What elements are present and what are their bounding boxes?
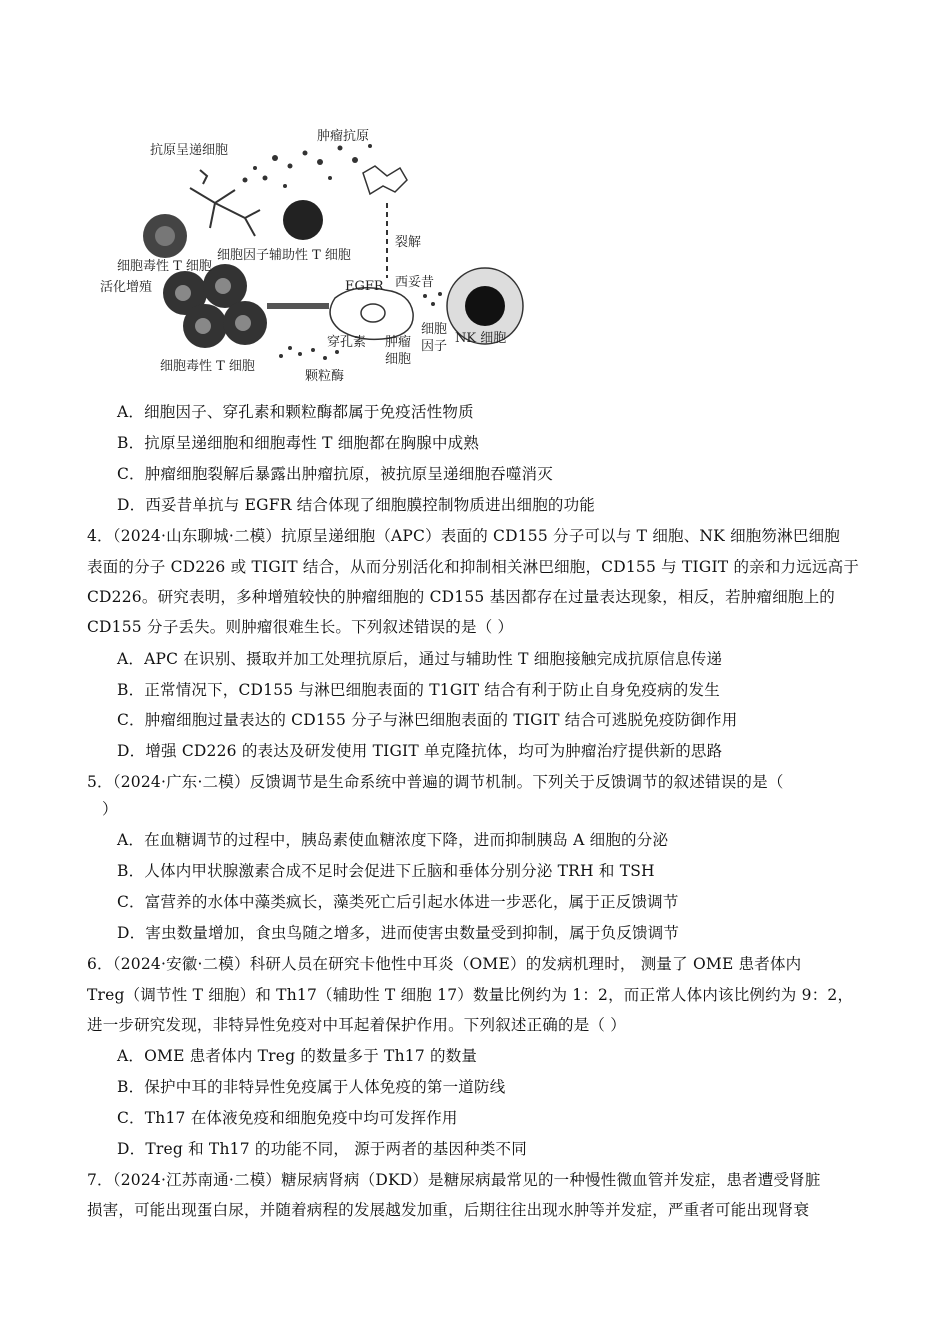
immune-diagram-svg [95, 118, 535, 390]
q4-option-d: D．增强 CD226 的表达及研发使用 TIGIT 单克隆抗体，均可为肿瘤治疗提供新的思路 [117, 742, 723, 760]
immune-diagram [95, 118, 535, 390]
ctl-nucleus [155, 226, 175, 246]
label-cytokine-2: 因子 [421, 339, 448, 354]
q4-option-a: A．APC 在识别、摄取并加工处理抗原后，通过与辅助性 T 细胞接触完成抗原信息传递 [117, 650, 723, 668]
tumor-nucleus [361, 304, 385, 322]
label-activate: 活化增殖 [100, 280, 153, 295]
label-cytokine-1: 细胞 [421, 322, 448, 337]
q5-option-a: A．在血糖调节的过程中，胰岛素使血糖浓度下降，进而抑制胰岛 A 细胞的分泌 [117, 831, 669, 849]
apc-cell-shape [190, 170, 260, 236]
label-egfr: EGFR [345, 279, 384, 294]
label-tumor-cell-1: 肿瘤 [385, 335, 412, 350]
label-nk: NK 细胞 [455, 331, 507, 346]
q5-stem-line-2: ） [102, 800, 118, 818]
q5-option-d: D．害虫数量增加，食虫鸟随之增多，进而使害虫数量受到抑制，属于负反馈调节 [117, 924, 680, 942]
q6-option-c: C．Th17 在体液免疫和细胞免疫中均可发挥作用 [117, 1109, 458, 1127]
q6-option-d: D．Treg 和 Th17 的功能不同， 源于两者的基因种类不同 [117, 1140, 527, 1158]
perforin-connector [267, 303, 329, 309]
q7-stem-line-2: 损害，可能出现蛋白尿，并随着病程的发展越发加重，后期往往出现水肿等并发症，严重者可能出现肾衰 [87, 1201, 810, 1219]
q3-option-c: C．肿瘤细胞裂解后暴露出肿瘤抗原，被抗原呈递细胞吞噬消灭 [117, 465, 553, 483]
label-lysis: 裂解 [395, 235, 422, 250]
antigen-dots [243, 144, 373, 188]
q5-option-b: B．人体内甲状腺激素合成不足时会促进下丘脑和垂体分别分泌 TRH 和 TSH [117, 862, 655, 880]
q6-stem-line-3: 进一步研究发现，非特异性免疫对中耳起着保护作用。下列叙述正确的是（ ） [87, 1016, 626, 1034]
q3-option-a: A．细胞因子、穿孔素和颗粒酶都属于免疫活性物质 [117, 403, 474, 421]
label-tumor-cell-2: 细胞 [385, 352, 412, 367]
q4-option-b: B．正常情况下，CD155 与淋巴细胞表面的 T1GIT 结合有利于防止自身免疫病的发生 [117, 681, 720, 699]
q5-option-c: C．富营养的水体中藻类疯长，藻类死亡后引起水体进一步恶化，属于正反馈调节 [117, 893, 679, 911]
nk-nucleus [465, 286, 505, 326]
label-perforin: 穿孔素 [327, 335, 367, 350]
q4-stem-line-2: 表面的分子 CD226 或 TIGIT 结合，从而分别活化和抑制相关淋巴细胞，CD155 与 TIGIT 的亲和力远远高于 [87, 558, 860, 576]
q6-option-a: A．OME 患者体内 Treg 的数量多于 Th17 的数量 [117, 1047, 478, 1065]
q6-option-b: B．保护中耳的非特异性免疫属于人体免疫的第一道防线 [117, 1078, 506, 1096]
q7-stem-line-1: 7．（2024·江苏南通·二模）糖尿病肾病（DKD）是糖尿病最常见的一种慢性微血管并发症，患者遭受肾脏 [87, 1171, 821, 1189]
ctl-cluster-shape [163, 264, 267, 348]
q4-stem-line-3: CD226。研究表明，多种增殖较快的肿瘤细胞的 CD155 基因都存在过量表达现象，相反，若肿瘤细胞上的 [87, 588, 836, 606]
tumor-cell-shape [330, 288, 413, 340]
q4-stem-line-4: CD155 分子丢失。则肿瘤很难生长。下列叙述错误的是（ ） [87, 618, 514, 636]
q3-option-d: D．西妥昔单抗与 EGFR 结合体现了细胞膜控制物质进出细胞的功能 [117, 496, 596, 514]
helper-t-cell-shape [283, 200, 323, 240]
q5-stem-line-1: 5．（2024·广东·二模）反馈调节是生命系统中普遍的调节机制。下列关于反馈调节的叙述错误的是（ [87, 773, 784, 791]
label-tumor-antigen: 肿瘤抗原 [317, 129, 370, 144]
q6-stem-line-1: 6．（2024·安徽·二模）科研人员在研究卡他性中耳炎（OME）的发病机理时， 测量了 OME 患者体内 [87, 955, 802, 973]
q4-option-c: C．肿瘤细胞过量表达的 CD155 分子与淋巴细胞表面的 TIGIT 结合可逃脱免疫防御作用 [117, 711, 738, 729]
label-cetuximab: 西妥昔 [395, 275, 435, 290]
label-ctl: 细胞毒性 T 细胞 [117, 259, 212, 274]
label-granzyme: 颗粒酶 [305, 369, 345, 384]
q6-stem-line-2: Treg（调节性 T 细胞）和 Th17（辅助性 T 细胞 17）数量比例约为 1：2，而正常人体内该比例约为 9：2， [87, 986, 854, 1004]
label-cytokine-helper: 细胞因子辅助性 T 细胞 [217, 248, 351, 263]
label-apc: 抗原呈递细胞 [150, 143, 229, 158]
label-ctl2: 细胞毒性 T 细胞 [160, 359, 255, 374]
lysed-tumor-shape [363, 166, 407, 194]
q3-option-b: B．抗原呈递细胞和细胞毒性 T 细胞都在胸腺中成熟 [117, 434, 480, 452]
q4-stem-line-1: 4．（2024·山东聊城·二模）抗原呈递细胞（APC）表面的 CD155 分子可以与 T 细胞、NK 细胞笏淋巴细胞 [87, 527, 840, 545]
